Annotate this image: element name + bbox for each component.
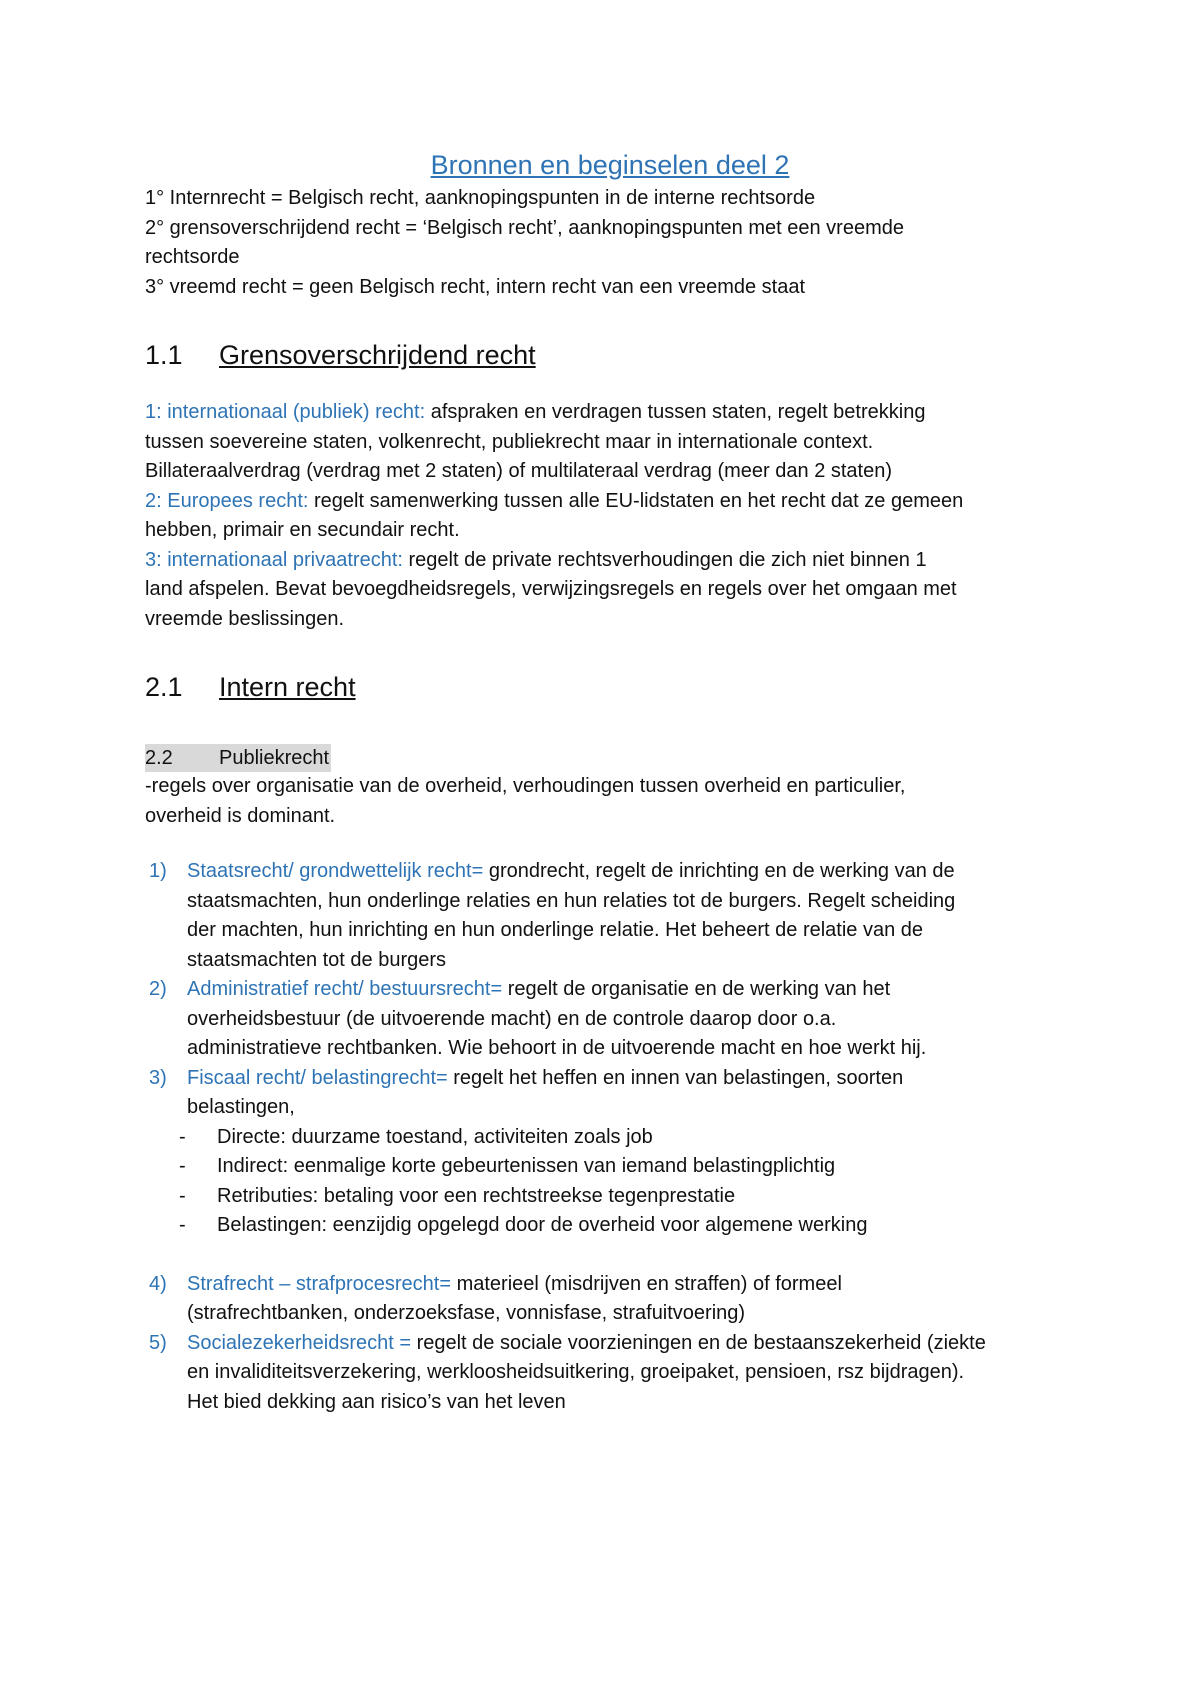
section1-body (145, 398, 1075, 634)
definition: afspraken en verdragen tussen staten, regelt betrekking (425, 401, 926, 423)
spacer (145, 1241, 1075, 1270)
dash-marker: - (179, 1155, 186, 1177)
paragraph-line (145, 487, 1075, 517)
section-heading-2-1 (145, 670, 1075, 704)
paragraph-line: Billateraalverdrag (verdrag met 2 staten) of multilateraal verdrag (meer dan 2 staten) (145, 460, 893, 482)
term: Strafrecht – strafprocesrecht= (187, 1272, 452, 1295)
list-item (145, 857, 1075, 975)
dash-marker: - (179, 1214, 186, 1236)
paragraph-line: overheid is dominant. (145, 804, 336, 827)
paragraph-line (145, 546, 1075, 576)
sublist-text: Belastingen: eenzijdig opgelegd door de overheid voor algemene werking (217, 1214, 868, 1236)
sublist-item (145, 1211, 1075, 1241)
definition-line: (strafrechtbanken, onderzoeksfase, vonnisfase, strafuitvoering) (187, 1302, 746, 1324)
numbered-list-continued (145, 1270, 1075, 1418)
list-content (187, 1329, 1075, 1418)
definition: regelt de organisatie en de werking van het (502, 978, 891, 1000)
definition: grondrecht, regelt de inrichting en de werking van de (483, 860, 955, 882)
list-content (187, 975, 1075, 1064)
dash-marker: - (179, 1184, 186, 1207)
numbered-list (145, 857, 1075, 1123)
section-heading-2-2 (145, 744, 331, 772)
definition: regelt de private rechtsverhoudingen die zich niet binnen 1 (402, 548, 927, 571)
list-item (145, 1270, 1075, 1329)
section-title: Publiekrecht (219, 747, 330, 769)
sublist-text: Indirect: eenmalige korte gebeurtenissen van iemand belastingplichtig (217, 1155, 836, 1177)
paragraph-line: -regels over organisatie van de overheid, verhoudingen tussen overheid en particulier, (145, 775, 906, 797)
sublist-text: Directe: duurzame toestand, activiteiten zoals job (217, 1125, 653, 1148)
section-number: 1.1 (145, 340, 183, 370)
sublist-item (145, 1123, 1075, 1153)
list-item (145, 975, 1075, 1064)
definition-line: Het bied dekking aan risico’s van het leven (187, 1390, 566, 1413)
document-page (145, 148, 1075, 1417)
intro-line: rechtsorde (145, 246, 240, 268)
section-number: 2.2 (145, 747, 173, 769)
term: Fiscaal recht/ belastingrecht= (187, 1066, 448, 1089)
sublist-item (145, 1182, 1075, 1212)
definition-line: belastingen, (187, 1096, 295, 1118)
term: Socialezekerheidsrecht = (187, 1331, 412, 1354)
definition-line: der machten, hun inrichting en hun onderlinge relatie. Het beheert de relatie van de (187, 919, 924, 941)
definition: materieel (misdrijven en straffen) of formeel (451, 1272, 842, 1295)
paragraph-line: land afspelen. Bevat bevoegdheidsregels, verwijzingsregels en regels over het omgaan met (145, 578, 957, 600)
list-marker: 4) (149, 1272, 167, 1295)
list-marker: 3) (149, 1066, 167, 1089)
paragraph-line (145, 398, 1075, 428)
term: 1: internationaal (publiek) recht: (145, 401, 426, 423)
sublist-text: Retributies: betaling voor een rechtstreekse tegenprestatie (217, 1184, 736, 1207)
dash-marker: - (179, 1125, 186, 1148)
list-marker: 2) (149, 978, 167, 1000)
intro-line: 2° grensoverschrijdend recht = ‘Belgisch recht’, aanknopingspunten met een vreemde (145, 216, 904, 239)
section-title: Grensoverschrijdend recht (219, 340, 536, 370)
list-content (187, 1064, 1075, 1123)
definition-line: en invaliditeitsverzekering, werkloosheidsuitkering, groeipaket, pensioen, rsz bijdragen). (187, 1361, 965, 1383)
definition-line: administratieve rechtbanken. Wie behoort in de uitvoerende macht en hoe werkt hij. (187, 1037, 927, 1059)
definition: regelt samenwerking tussen alle EU-lidstaten en het recht dat ze gemeen (308, 489, 964, 512)
list-item (145, 1329, 1075, 1418)
definition: regelt de sociale voorzieningen en de bestaanszekerheid (ziekte (411, 1331, 986, 1354)
paragraph-line: vreemde beslissingen. (145, 607, 344, 630)
sublist-item (145, 1152, 1075, 1182)
intro-line: 1° Internrecht = Belgisch recht, aanknopingspunten in de interne rechtsorde (145, 187, 816, 209)
section-number: 2.1 (145, 672, 183, 702)
definition-line: staatsmachten, hun onderlinge relaties en hun relaties tot de burgers. Regelt scheiding (187, 889, 956, 912)
definition: regelt het heffen en innen van belastingen, soorten (447, 1066, 904, 1089)
term: 3: internationaal privaatrecht: (145, 548, 403, 571)
list-item (145, 1064, 1075, 1123)
list-content (187, 857, 1075, 975)
term: 2: Europees recht: (145, 489, 309, 512)
bullet-sublist (145, 1123, 1075, 1241)
term: Administratief recht/ bestuursrecht= (187, 978, 503, 1000)
list-content (187, 1270, 1075, 1329)
definition-line: overheidsbestuur (de uitvoerende macht) en de controle daarop door o.a. (187, 1007, 837, 1030)
list-marker: 5) (149, 1331, 167, 1354)
section-heading-1-1 (145, 338, 1075, 372)
definition-line: staatsmachten tot de burgers (187, 948, 447, 971)
paragraph-line: tussen soevereine staten, volkenrecht, publiekrecht maar in internationale context. (145, 430, 874, 453)
intro-block (145, 184, 1075, 302)
intro-line: 3° vreemd recht = geen Belgisch recht, intern recht van een vreemde staat (145, 275, 806, 298)
term: Staatsrecht/ grondwettelijk recht= (187, 860, 484, 882)
document-title: Bronnen en beginselen deel 2 (430, 150, 790, 180)
list-marker: 1) (149, 860, 167, 882)
paragraph-line: hebben, primair en secundair recht. (145, 519, 460, 541)
section-title: Intern recht (219, 672, 356, 702)
